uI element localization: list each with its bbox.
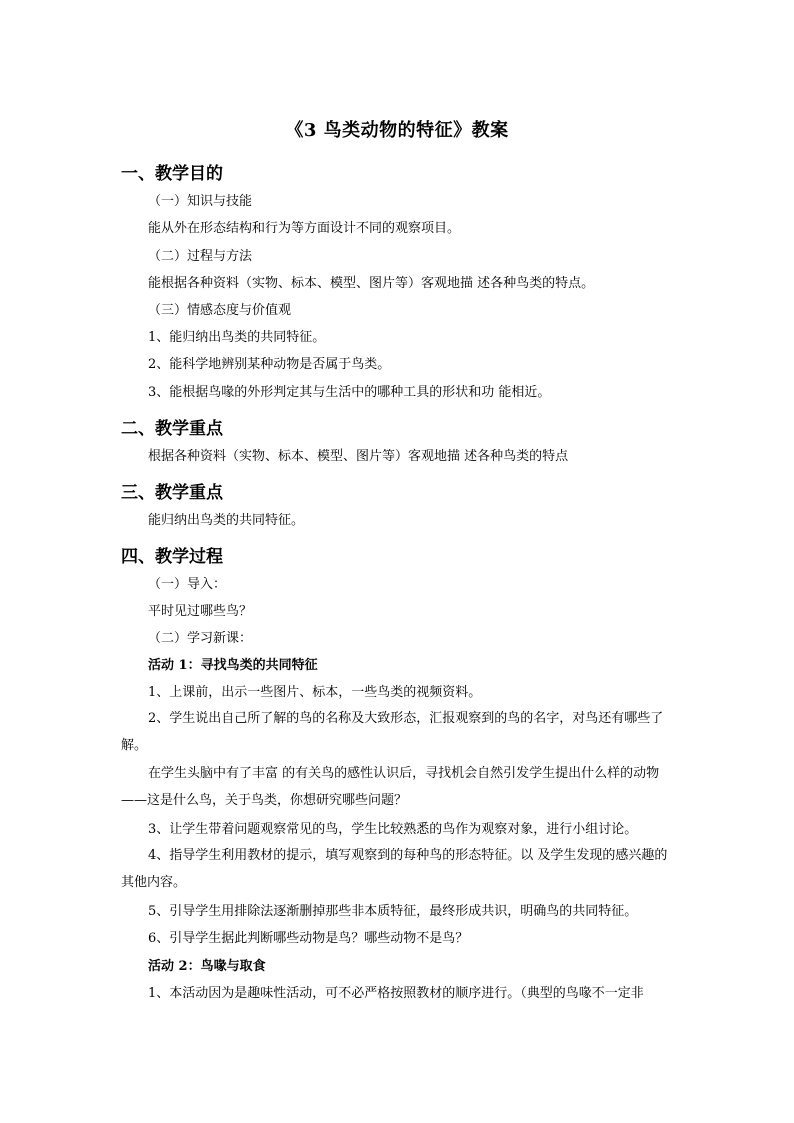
list-item: 6、引导学生据此判断哪些动物是鸟？哪些动物不是鸟？ — [148, 931, 469, 946]
subheading-attitude-values: （三）情感态度与价值观 — [148, 303, 292, 318]
paragraph: 能归纳出鸟类的共同特征。 — [148, 513, 305, 528]
paragraph: 能根据各种资料（实物、标本、模型、图片等）客观地描 述各种鸟类的特点。 — [148, 276, 595, 291]
list-item: 2、能科学地辨别某种动物是否属于鸟类。 — [148, 357, 391, 372]
list-item: 1、上课前，出示一些图片、标本，一些鸟类的视频资料。 — [148, 685, 482, 700]
section-heading-key-points-2: 三、教学重点 — [121, 483, 223, 503]
subheading-knowledge-skills: （一）知识与技能 — [148, 194, 253, 209]
document-title: 《3 鸟类动物的特征》教案 — [285, 120, 509, 141]
paragraph: 能从外在形态结构和行为等方面设计不同的观察项目。 — [148, 221, 461, 236]
section-heading-objectives: 一、教学目的 — [121, 164, 223, 184]
subheading-new-lesson: （二）学习新课： — [148, 631, 253, 646]
activity-heading-2: 活动 2：鸟喙与取食 — [148, 959, 266, 974]
section-heading-teaching-process: 四、教学过程 — [121, 547, 223, 567]
paragraph: 在学生头脑中有了丰富 的有关鸟的感性认识后，寻找机会自然引发学生提出什么样的动物——这是什么鸟，关于鸟类，你想研究哪些问题？ — [121, 766, 660, 808]
list-item: 2、学生说出自己所了解的鸟的名称及大致形态，汇报观察到的鸟的名字，对鸟还有哪些了解。 — [121, 711, 664, 753]
activity-heading-1: 活动 1：寻找鸟类的共同特征 — [148, 658, 318, 673]
subheading-introduction: （一）导入： — [148, 577, 227, 592]
list-item: 4、指导学生利用教材的提示，填写观察到的每种鸟的形态特征。以 及学生发现的感兴趣的其他内容。 — [121, 848, 668, 890]
section-heading-key-points: 二、教学重点 — [121, 419, 223, 439]
list-item: 3、能根据鸟喙的外形判定其与生活中的哪种工具的形状和功 能相近。 — [148, 385, 551, 400]
list-item: 3、让学生带着问题观察常见的鸟，学生比较熟悉的鸟作为观察对象，进行小组讨论。 — [148, 822, 638, 837]
list-item: 1、能归纳出鸟类的共同特征。 — [148, 330, 326, 345]
subheading-process-method: （二）过程与方法 — [148, 249, 253, 264]
list-item: 5、引导学生用排除法逐渐删掉那些非本质特征，最终形成共识，明确鸟的共同特征。 — [148, 904, 638, 919]
paragraph: 根据各种资料（实物、标本、模型、图片等）客观地描 述各种鸟类的特点 — [148, 449, 569, 464]
list-item: 1、本活动因为是趣味性活动，可不必严格按照教材的顺序进行。（典型的鸟喙不一定非 — [148, 986, 644, 1001]
paragraph: 平时见过哪些鸟？ — [148, 604, 253, 619]
